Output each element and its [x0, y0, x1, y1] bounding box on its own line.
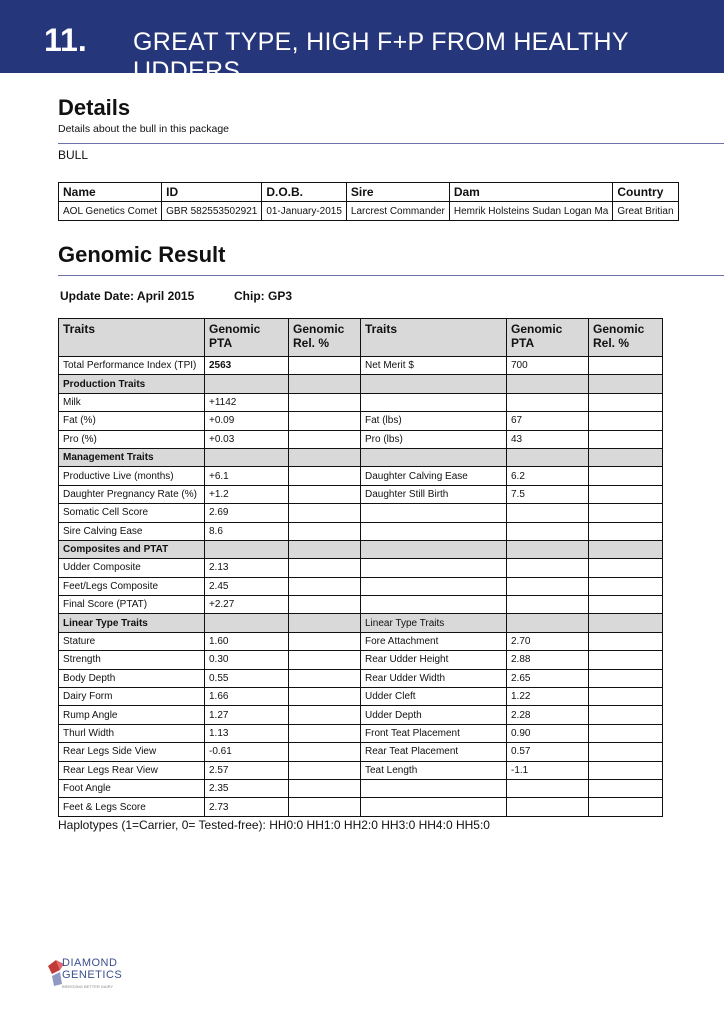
table-cell [289, 412, 361, 430]
page-header [0, 0, 724, 85]
table-cell: +0.09 [205, 412, 289, 430]
table-cell: Pro (%) [59, 430, 205, 448]
table-cell: +1142 [205, 393, 289, 411]
table-cell: Udder Composite [59, 559, 205, 577]
table-cell [361, 596, 507, 614]
table-cell [589, 688, 663, 706]
table-cell: 7.5 [507, 485, 589, 503]
table-row [59, 798, 663, 816]
table-cell [589, 706, 663, 724]
table-cell [289, 504, 361, 522]
table-cell [289, 779, 361, 797]
table-cell: 43 [507, 430, 589, 448]
table-cell: Fore Attachment [361, 632, 507, 650]
column-header: Sire [346, 183, 449, 202]
table-cell: Strength [59, 651, 205, 669]
table-cell: 2.73 [205, 798, 289, 816]
table-cell [289, 467, 361, 485]
table-cell [507, 614, 589, 632]
table-row [59, 393, 663, 411]
column-header: Dam [449, 183, 613, 202]
table-cell: Total Performance Index (TPI) [59, 357, 205, 375]
table-cell [589, 596, 663, 614]
table-cell: GBR 582553502921 [162, 202, 262, 221]
table-cell: 2.57 [205, 761, 289, 779]
table-cell: Somatic Cell Score [59, 504, 205, 522]
table-cell [205, 614, 289, 632]
table-cell: Thurl Width [59, 724, 205, 742]
table-cell: Udder Cleft [361, 688, 507, 706]
table-cell: Management Traits [59, 448, 205, 466]
table-cell: -1.1 [507, 761, 589, 779]
table-row [59, 202, 679, 221]
table-cell: 2.35 [205, 779, 289, 797]
column-header: Genomic Rel. % [289, 319, 361, 357]
table-cell: 2.13 [205, 559, 289, 577]
haplotypes-note: Haplotypes (1=Carrier, 0= Tested-free): HH0:0 HH1:0 HH2:0 HH3:0 HH4:0 HH5:0 [58, 818, 490, 832]
table-cell: Pro (lbs) [361, 430, 507, 448]
table-cell [289, 540, 361, 558]
table-cell [289, 430, 361, 448]
table-cell [289, 522, 361, 540]
column-header: Genomic Rel. % [589, 319, 663, 357]
table-cell: Final Score (PTAT) [59, 596, 205, 614]
table-row [59, 632, 663, 650]
table-cell: 2.28 [507, 706, 589, 724]
table-row [59, 467, 663, 485]
section-row [59, 540, 663, 558]
table-cell [289, 798, 361, 816]
table-cell: Productive Live (months) [59, 467, 205, 485]
details-heading: Details [58, 95, 131, 120]
table-cell [289, 485, 361, 503]
details-divider [58, 143, 724, 144]
table-cell: 1.60 [205, 632, 289, 650]
section-row [59, 448, 663, 466]
table-row [59, 669, 663, 687]
table-cell [361, 559, 507, 577]
table-cell: +0.03 [205, 430, 289, 448]
column-header: ID [162, 183, 262, 202]
bull-label: BULL [58, 148, 89, 162]
bull-table [58, 182, 679, 221]
table-cell [589, 467, 663, 485]
logo-line2: GENETICS [62, 969, 123, 981]
table-cell [361, 448, 507, 466]
table-row [59, 706, 663, 724]
table-row [59, 412, 663, 430]
table-row [59, 357, 663, 375]
table-cell: 0.57 [507, 743, 589, 761]
table-row [59, 430, 663, 448]
table-cell: Rear Udder Width [361, 669, 507, 687]
column-header: Genomic PTA [205, 319, 289, 357]
table-cell: 2.65 [507, 669, 589, 687]
table-cell: +2.27 [205, 596, 289, 614]
section-row [59, 614, 663, 632]
table-cell [589, 743, 663, 761]
column-header: Traits [361, 319, 507, 357]
column-header: Traits [59, 319, 205, 357]
table-cell: Linear Type Traits [361, 614, 507, 632]
table-cell [289, 393, 361, 411]
genomic-table-header [59, 319, 663, 357]
table-cell: 0.90 [507, 724, 589, 742]
table-cell: Net Merit $ [361, 357, 507, 375]
table-cell: Feet/Legs Composite [59, 577, 205, 595]
table-row [59, 522, 663, 540]
table-cell: Daughter Still Birth [361, 485, 507, 503]
table-cell [289, 706, 361, 724]
table-cell [289, 375, 361, 393]
table-cell: Production Traits [59, 375, 205, 393]
table-row [59, 559, 663, 577]
table-cell [507, 448, 589, 466]
table-cell [589, 540, 663, 558]
table-cell [589, 669, 663, 687]
table-cell: Body Depth [59, 669, 205, 687]
table-cell: Hemrik Holsteins Sudan Logan Ma [449, 202, 613, 221]
table-cell [361, 798, 507, 816]
table-row [59, 651, 663, 669]
table-cell: 2.45 [205, 577, 289, 595]
column-header: D.O.B. [262, 183, 347, 202]
table-cell [289, 743, 361, 761]
table-cell [289, 448, 361, 466]
table-cell: Front Teat Placement [361, 724, 507, 742]
table-cell [289, 651, 361, 669]
table-row [59, 596, 663, 614]
table-cell: Rear Teat Placement [361, 743, 507, 761]
table-cell: 2.88 [507, 651, 589, 669]
table-cell: Composites and PTAT [59, 540, 205, 558]
table-cell [361, 577, 507, 595]
bull-table-header [59, 183, 679, 202]
table-cell [589, 522, 663, 540]
table-cell [507, 577, 589, 595]
table-cell [589, 577, 663, 595]
table-cell: 67 [507, 412, 589, 430]
table-cell [589, 761, 663, 779]
table-cell: Foot Angle [59, 779, 205, 797]
table-row [59, 688, 663, 706]
table-cell [507, 504, 589, 522]
table-cell: Milk [59, 393, 205, 411]
table-cell: Teat Length [361, 761, 507, 779]
table-cell: 1.13 [205, 724, 289, 742]
table-cell: 6.2 [507, 467, 589, 485]
page-title: GREAT TYPE, HIGH F+P FROM HEALTHY UDDERS [133, 28, 629, 85]
logo-tagline: BREEDING BETTER DAIRY [62, 984, 114, 989]
table-cell [289, 357, 361, 375]
table-cell: +6.1 [205, 467, 289, 485]
table-cell: Fat (%) [59, 412, 205, 430]
table-cell [589, 614, 663, 632]
table-cell [589, 430, 663, 448]
table-cell: 2563 [205, 357, 289, 375]
table-cell: Larcrest Commander [346, 202, 449, 221]
table-cell [589, 779, 663, 797]
table-row [59, 724, 663, 742]
table-cell: 1.27 [205, 706, 289, 724]
genomic-table [58, 318, 663, 817]
table-cell: Great Britian [613, 202, 678, 221]
table-cell: Feet & Legs Score [59, 798, 205, 816]
table-cell [289, 596, 361, 614]
table-cell: Rear Udder Height [361, 651, 507, 669]
table-cell [361, 540, 507, 558]
table-cell: Udder Depth [361, 706, 507, 724]
genomic-divider [58, 275, 724, 276]
section-number: 11. [44, 22, 87, 58]
table-row [59, 504, 663, 522]
table-cell [507, 798, 589, 816]
table-cell: Sire Calving Ease [59, 522, 205, 540]
table-cell [361, 522, 507, 540]
table-cell: Rump Angle [59, 706, 205, 724]
table-cell [589, 559, 663, 577]
table-cell [589, 448, 663, 466]
table-cell [289, 669, 361, 687]
table-cell: 1.22 [507, 688, 589, 706]
genomic-heading: Genomic Result [58, 242, 226, 267]
table-cell: 8.6 [205, 522, 289, 540]
table-cell [589, 412, 663, 430]
table-cell [507, 559, 589, 577]
table-row [59, 485, 663, 503]
table-cell [589, 357, 663, 375]
table-cell [589, 632, 663, 650]
table-cell [361, 504, 507, 522]
table-cell [289, 688, 361, 706]
table-cell: +1.2 [205, 485, 289, 503]
table-cell: Daughter Calving Ease [361, 467, 507, 485]
table-cell [361, 375, 507, 393]
table-cell [589, 375, 663, 393]
table-cell [205, 540, 289, 558]
column-header: Country [613, 183, 678, 202]
table-cell: Dairy Form [59, 688, 205, 706]
table-cell [589, 504, 663, 522]
table-row [59, 761, 663, 779]
column-header: Name [59, 183, 162, 202]
table-cell: Linear Type Traits [59, 614, 205, 632]
table-cell [507, 779, 589, 797]
table-cell [361, 393, 507, 411]
table-cell: 1.66 [205, 688, 289, 706]
table-cell [589, 798, 663, 816]
table-cell [289, 577, 361, 595]
table-cell [589, 651, 663, 669]
table-cell [361, 779, 507, 797]
table-cell: Rear Legs Side View [59, 743, 205, 761]
update-date: Update Date: April 2015 [60, 289, 195, 303]
column-header: Genomic PTA [507, 319, 589, 357]
table-cell [507, 596, 589, 614]
table-cell [205, 448, 289, 466]
chip-label: Chip: GP3 [234, 289, 293, 303]
table-cell: 2.70 [507, 632, 589, 650]
table-row [59, 743, 663, 761]
table-cell: 0.30 [205, 651, 289, 669]
table-cell [589, 724, 663, 742]
table-row [59, 577, 663, 595]
table-cell [507, 393, 589, 411]
table-cell [289, 559, 361, 577]
table-cell: Stature [59, 632, 205, 650]
table-cell [289, 761, 361, 779]
table-row [59, 779, 663, 797]
table-cell [289, 632, 361, 650]
table-cell: 01-January-2015 [262, 202, 347, 221]
logo-line1: DIAMOND [62, 957, 118, 969]
table-cell: Rear Legs Rear View [59, 761, 205, 779]
table-cell [589, 485, 663, 503]
table-cell: 700 [507, 357, 589, 375]
table-cell: 0.55 [205, 669, 289, 687]
table-cell: 2.69 [205, 504, 289, 522]
table-cell [589, 393, 663, 411]
table-cell [507, 375, 589, 393]
details-subtitle: Details about the bull in this package [58, 123, 230, 135]
table-cell [507, 540, 589, 558]
table-cell [205, 375, 289, 393]
table-cell: -0.61 [205, 743, 289, 761]
table-cell: Fat (lbs) [361, 412, 507, 430]
table-cell: AOL Genetics Comet [59, 202, 162, 221]
table-cell [289, 724, 361, 742]
table-cell [507, 522, 589, 540]
section-row [59, 375, 663, 393]
table-cell: Daughter Pregnancy Rate (%) [59, 485, 205, 503]
table-cell [289, 614, 361, 632]
